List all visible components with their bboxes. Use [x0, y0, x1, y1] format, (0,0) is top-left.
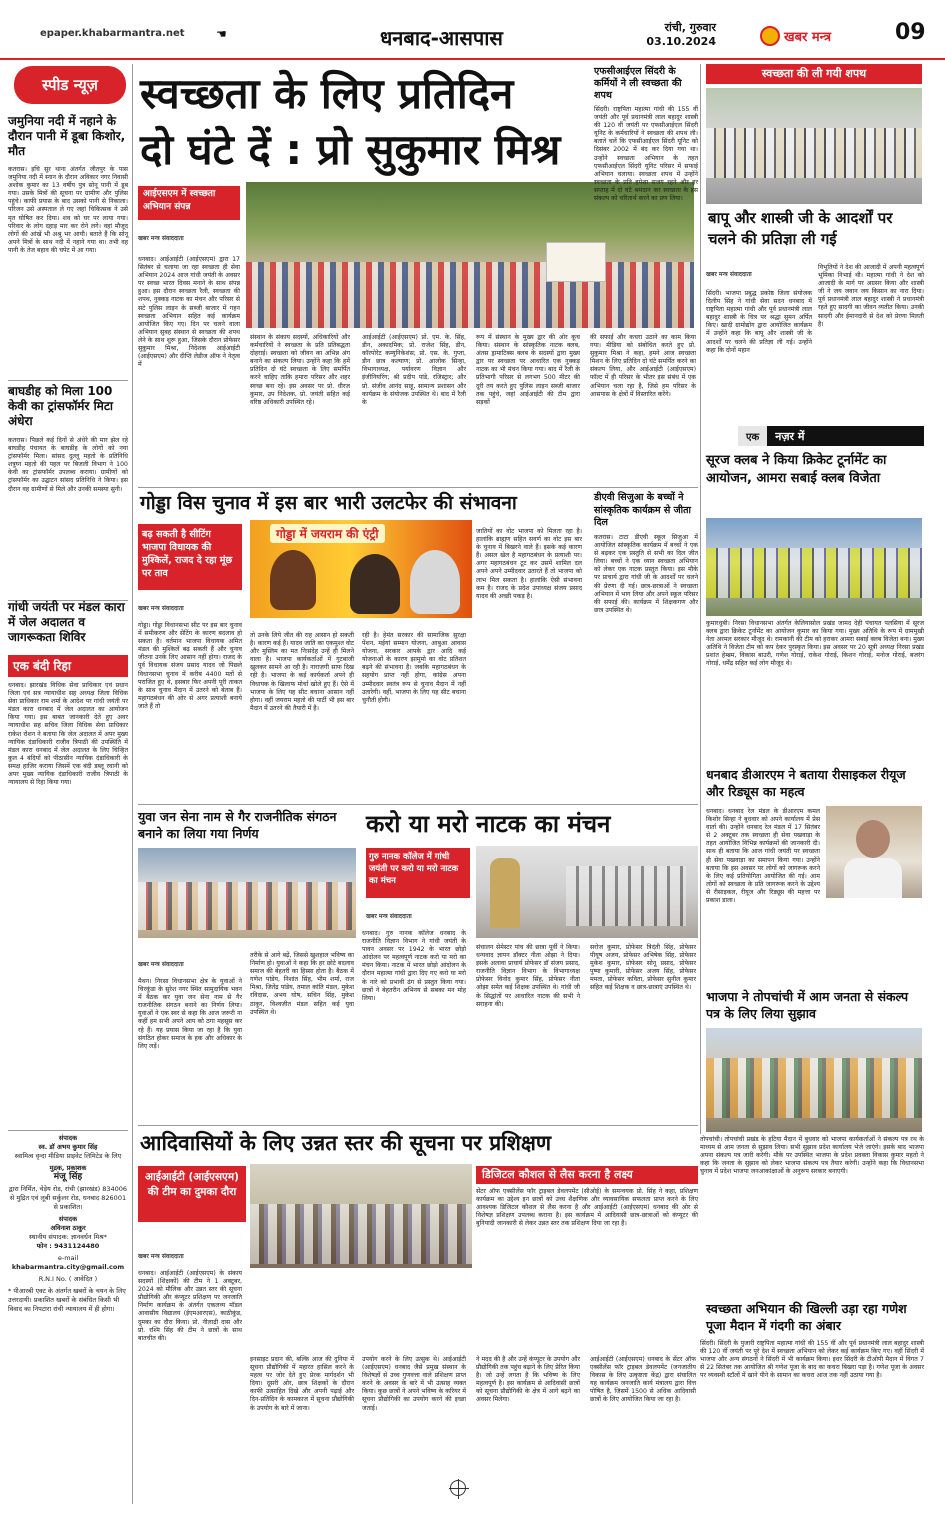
- column-rule: [700, 64, 701, 1134]
- lead-headline: स्वच्छता के लिए प्रतिदिन दो घंटे दें : प्रो सुकुमार मिश्र: [140, 69, 561, 174]
- column-rule: [132, 64, 133, 1504]
- godda-col-3: रही है। हेमंत सरकार की सामाजिक सुरक्षा पेंशन, मईयां सम्मान योजना, आबुआ आवास योजना, सरकार आपके द्वार आदि कई योजनाओं के कारण झामुमो का वोट प्रतिशत बढ़ने की संभावना है। जबकि महागठबंधन के सहयोग प्राप्त नहीं होगा, कांग्रेस अपना उम्मीदवार स्वतंत्र रूप से चुनाव मैदान में नहीं उतारेगी। वहीं, भाजपा के लिए यह सीट बचाना चुनौती होगी।: [362, 632, 466, 704]
- news-headline: गांधी जयंती पर मंडल कारा में जेल अदालत व जागरूकता शिविर: [8, 600, 125, 644]
- bjp-body: तोपचांची। तोपचांची प्रखंड के हटिया मैदान में बुधवार को भाजपा कार्यकर्ताओं ने संकल्प पत्र रथ के माध्यम से आम जनता से सुझाव लिया। सभी सुझाव प्रदेश कार्यालय भेजे जाएंगे। इसके बाद भाजपा अपना संकल्प पत्र जारी करेगी। मौके पर उपस्थित भाजपा के प्रदेश प्रवक्ता विकास कुमार महतो ने कहा कि जनता के सुझाव को लेकर भाजपा संकल्प पत्र तैयार करेगी। उन्होंने कहा कि विधानसभा चुनाव में प्रदेश भाजपा जनआकांक्षाओं के अनुरूप सरकार बनाएगी।: [700, 1136, 924, 1176]
- dav-body: कतरास। टाटा डीएवी स्कूल सिजुआ में आयोजित सांस्कृतिक कार्यक्रम में बच्चों ने एक से बढ़कर एक प्रस्तुति से सभी का दिल जीत लिया। बच्चों ने एक ध्यान स्वच्छता अभियान को लेकर एक नाटक प्रस्तुत किया। इस मौके पर प्राचार्य द्वारा गांधी जी के आदर्शों पर चलने की प्रेरणा दी गई। छात्र-छात्राओं ने स्वच्छता अभियान में भाग लिया और अपने स्कूल परिसर की सफाई की। कार्यक्रम में शिक्षकगण और छात्र उपस्थित थे।: [594, 534, 698, 614]
- godda-col-2: तो उनके लिये जीत की राह आसान हो सकती है। कारण कई हैं। यादव जाति का एकमुश्त वोट और मुस्लिम का मत निःसंदेह उन्हें ही मिलने वाला है। भाजपा कार्यकर्ताओं में गुटबाजी खुलकर सामने आ रही है। नाराजगी साफ दिख रही है। भाजपा के कई कार्यकर्ता अपने ही विधायक के खिलाफ मोर्चा खोले हुए हैं। ऐसे में भाजपा के लिए यह सीट बचाना आसान नहीं होगा। वहीं जयराम महतो की पार्टी भी इस बार मैदान में उतरने की तैयारी में है।: [250, 632, 354, 712]
- natak-photo: [476, 846, 698, 938]
- natak-col-2: संचालन सेमेस्टर पांच की छात्रा पूर्वी ने किया। धन्यवाद ज्ञापन डॉक्टर नीता ओझा ने दिया। इसके अलावा प्राचार्य प्रोफेसर डॉ संजय प्रसाद, राजनीति विज्ञान विभाग के विभागाध्यक्ष प्रोफेसर विनोद कुमार सिंह, प्रोफेसर नीता ओझा समेत कई शिक्षक उपस्थित थे। गांधी जी के सिद्धांतों पर आधारित नाटक की सभी ने सराहना की।: [476, 944, 580, 1008]
- imprint-box: [8, 1134, 128, 1464]
- ek-nazar-label: एक नज़र में: [738, 426, 924, 446]
- adivasi-col-1: धनबाद। आईआईटी (आईएसएम) के संकाय सदस्यों (शिक्षकों) की टीम ने 1 अक्टूबर, 2024 को मौलिक और उन्नत स्तर की सूचना प्रौद्योगिकी और कंप्यूटर प्रशिक्षण पर जनजाति निर्माण कार्यक्रम के अंतर्गत एकलव्य मॉडल आवासीय विद्यालय (ईएमआरएस), काठीकुंड, दुमका का दौरा किया। प्रो. नीलाद्री दास और प्रो. रश्मि सिंह की टीम ने छात्रों के साथ बातचीत की।: [138, 1270, 242, 1342]
- logo-circle-icon: [760, 26, 780, 46]
- drm-headline: धनबाद डीआरएम ने बताया रीसाइकल रीयूज और रिड्यूस का महत्व: [706, 767, 906, 799]
- imprint-publisher: मंजू सिंह: [53, 1172, 83, 1182]
- bjp-photo: [706, 1028, 922, 1132]
- date-block: [636, 21, 716, 49]
- adivasi-col-3: उपयोग करने के लिए उत्सुक थे। आईआईटी (आईएसएम) धनबाद जैसे प्रमुख संस्थान के विशेषज्ञों से उच्च गुणवत्ता वाले प्रशिक्षण प्राप्त करने के अवसर के बारे में भी उत्साह व्यक्त किया। कुछ छात्रों ने अपने भविष्य के करियर में सूचना प्रौद्योगिकी का उपयोग करने की इच्छा जताई।: [362, 1356, 466, 1412]
- adivasi-photo: [250, 1164, 472, 1268]
- natak-headline: करो या मरो नाटक का मंचन: [366, 810, 611, 838]
- ganesh-body: सिंदरी। सिंदरी के पुजारी राष्ट्रपिता महात्मा गांधी की 155 वीं और पूर्व प्रधानमंत्री लाल बहादुर शास्त्री की 120 वीं जयंती पर पूरे देश में स्वच्छता अभियान को लेकर कई कार्यक्रम किए गए। वहीं सिंदरी में भाजपा और अन्य संगठनों ने सिंदरी में भी कार्यक्रम किया। इधर सिंदरी के टीओपी मैदान में विगत 7 से 22 सितंबर तक आयोजित श्री गणेश पूजा के बाद का कचरा बिखरा पड़ा है। गणेश पूजा के अवसर पर व्यवस्थी स्टॉलों में खाने पीने के सामान का कचरा आज तक नहीं उठाया गया है।: [700, 1340, 924, 1380]
- oath-headline: बापू और शास्त्री जी के आदर्शों पर चलने की प्रतिज्ञा ली गई: [708, 209, 893, 248]
- imprint-email-label: e-mail: [57, 1254, 79, 1262]
- imprint-address: द्वारा निर्मित, चेड़ेय रोड, रांची (झारखंड) 834006 से मुद्रित एवं लूबी सर्कुलर रोड, धनबाद 826001 से प्रकाशित।: [8, 1185, 128, 1211]
- oath-banner: स्वच्छता की ली गयी शपथ: [706, 64, 922, 84]
- city-day: रांची, गुरुवार: [664, 21, 716, 34]
- oath-body-1: सिंदरी। भाजपा प्रबुद्ध प्रकोष्ठ जिला संयोजक दिलीप सिंह ने गांधी सेवा सदन धनबाद में राष्ट्रपिता महात्मा गांधी और पूर्व प्रधानमंत्री लाल बहादुर शास्त्री के चित्र पर श्रद्धा सुमन अर्पित किए। खादी ग्रामोद्योग द्वारा आयोजित कार्यक्रम में उन्होंने कहा कि बापू और शास्त्री जी के आदर्शों पर चलने की प्रतिज्ञा ली गई। उन्होंने कहा कि दोनों महान: [706, 290, 812, 354]
- section-title: धनबाद-आसपास: [380, 26, 503, 50]
- oath-body-2: विभूतियों ने देश की आजादी में अपनी महत्वपूर्ण भूमिका निभाई थी। महात्मा गांधी ने देश को आजादी के मार्ग पर अग्रसर किया और शास्त्री जी ने जय जवान जय किसान का नारा दिया। पूर्व प्रधानमंत्री लाल बहादुर शास्त्री ने प्रधानमंत्री रहते हुए सादगी का जीवन व्यतीत किया। उनकी सादगी और ईमानदारी से देश को प्रेरणा मिलती है।: [818, 264, 924, 328]
- fci-headline: एफसीआईएल सिंदरी के कर्मियों ने ली स्वच्छता की शपथ: [594, 66, 682, 101]
- yuva-headline: युवा जन सेना नाम से गैर राजनीतिक संगठन बनाने का लिया गया निर्णय: [138, 809, 337, 841]
- adivasi-headline: आदिवासियों के लिए उन्नत स्तर की सूचना पर प्रशिक्षण: [140, 1131, 552, 1155]
- imprint-owner: स्वामित्व वृन्दा मीडिया प्राइवेट लिमिटेड के लिए: [14, 1152, 122, 1160]
- issue-date: 03.10.2024: [646, 35, 716, 48]
- imprint-editor2: अविनाश ठाकुर: [50, 1224, 86, 1232]
- site-url[interactable]: epaper.khabarmantra.net: [40, 28, 185, 39]
- imprint-rni: R.N.I No. ( आवेदित ): [38, 1275, 98, 1283]
- news-body: कतरास। पिछले कई दिनों से अंधेरे की मार झेल रहे बाघडीह पंचायत के बाघडीह के लोगों को नया ट्रांसफॉर्मर मिला। सांसद दुल्लू महतो के प्रतिनिधि शत्रुघ्न महतो की पहल पर बिजली विभाग ने 100 केवी का ट्रांसफॉर्मर उपलब्ध कराया। ग्रामीणों को ट्रांसफॉर्मर का उद्घाटन सांसद प्रतिनिधि ने किया। इस दौरान वह ग्रामीणों से मिले और उनकी समस्या सुनी।: [8, 437, 128, 493]
- ganesh-headline: स्वच्छता अभियान की खिल्ली उड़ा रहा गणेश पूजा मैदान में गंदगी का अंबार: [706, 1301, 907, 1333]
- cursor-icon: ☚: [216, 27, 227, 41]
- news-body: धनबाद। झारखंड विधिक सेवा प्राधिकार एवं प्रधान जिला एवं सत्र न्यायाधीश सह अध्यक्ष जिला विधिक सेवा प्राधिकार राम शर्मा के आदेश पर गांधी जयंती पर मंडल कारा धनबाद में जेल अदालत का आयोजन किया गया। इस बाबत जानकारी देते हुए अवर न्यायाधीश सह सचिव जिला विधिक सेवा प्राधिकार राकेश रोशन ने बताया कि जेल अदालत में अपर मुख्य न्यायिक दंडाधिकारी राजीव त्रिपाठी की उपस्थिति में मंडल कारा धनबाद में जेल अदालत के लिए चिन्हित कुल 4 बंदियों को पीठासीन न्यायिक दंडाधिकारी के समक्ष हाजिर कराया जिसमें एक बंदी डब्लू रवानी को अपर मुख्य न्यायिक दंडाधिकारी राजीव त्रिपाठी के न्यायालय से रिहा किया गया।: [8, 682, 128, 787]
- dav-headline: डीएवी सिजुआ के बच्चों ने सांस्कृतिक कार्यक्रम से जीता दिल: [594, 492, 692, 528]
- adivasi-tag: डिजिटल कौशल से लैस करना है लक्ष्य: [476, 1166, 698, 1184]
- natak-col-3: सरोज कुमार, प्रोफेसर त्रिदंती सिंह, प्रोफेसर पीयूष अजय, प्रोफेसर अभिषेक सिंह, प्रोफेसर मुकेश कुमार, प्रोफेसर सोनू प्रसाद, प्रोफेसर पुष्पा कुमारी, प्रोफेसर अजय सिंह, प्रोफेसर ममता, प्रोफेसर कविता, प्रोफेसर सुनील कुमार सहित कई शिक्षक व छात्र-छात्राएं उपस्थित थे।: [590, 944, 696, 992]
- adivasi-col-2: इनसाइट प्रदान की, बल्कि आज की दुनिया में सूचना प्रौद्योगिकी में महारत हासिल करने के महत्व पर जोर देते हुए प्रेरक मार्गदर्शन भी दिया। दूसरी ओर, छात्र शिक्षकों के दौरान काफी उत्साहित दिखे और अपनी पढ़ाई और दिन-प्रतिदिन के कामकाज में सूचना प्रौद्योगिकी के उपयोग के बारे में जाना।: [250, 1356, 354, 1412]
- bjp-headline: भाजपा ने तोपचांची में आम जनता से संकल्प पत्र के लिए लिया सुझाव: [706, 989, 909, 1021]
- drm-body: धनबाद। धनबाद रेल मंडल के डीआरएम कमल किशोर सिन्हा ने बुधवार को अपने कार्यालय में प्रेस वार्ता की। उन्होंने धनबाद रेल मंडल में 17 सितंबर से 2 अक्टूबर तक स्वच्छता ही सेवा पखवाड़ा के तहत आयोजित विभिन्न कार्यक्रमों की जानकारी दी। साथ ही बताया कि आज गांधी जयंती पर स्वच्छता ही सेवा पखवाड़ा का समापन किया गया। उन्होंने बताया कि इस अवसर पर लोगों को जागरूक करने के लिए कई प्रतियोगिता आयोजित की गई। आम लोगों को स्वच्छता के प्रति जागरूक करने के उद्देश्य से रीसाइकल, रीयूज और रिड्यूस की महत्ता पर प्रकाश डाला।: [706, 808, 820, 905]
- imprint-email[interactable]: khabarmantra.city@gmail.com: [11, 1263, 125, 1271]
- godda-col-1: गोड्डा। गोड्डा विधानसभा सीट पर इस बार चुनाव में समीकरण और सेटिंग के कारण बदलाव हो सकता है। वर्तमान भाजपा विधायक अमित मंडल की मुश्किलें बढ़ सकती हैं और चुनाव जीतना उनके लिए आसान नहीं होगा। राजद के पूर्व विधायक संजय प्रसाद यादव जो पिछले विधानसभा चुनाव में करीब 4400 मतों से पराजित हुए थे, इसबार फिर अपनी पूरी ताकत के साथ चुनाव मैदान में उतरने को बेताब हैं। महागठबंधन की ओर से अगर प्रत्याशी बनाये जाते हैं तो: [138, 622, 242, 710]
- imprint-editor2-label: संपादक: [58, 1215, 78, 1223]
- oath-photo: [706, 88, 922, 204]
- godda-photo: [250, 520, 472, 618]
- byline: खबर मन्त्र संवाददाता: [138, 235, 184, 242]
- speed-news-logo: स्पीड न्यूज़: [14, 66, 126, 104]
- godda-headline: गोड्डा विस चुनाव में इस बार भारी उलटफेर की संभावना: [140, 492, 517, 514]
- imprint-phone: फोन : 9431124480: [36, 1242, 100, 1250]
- cricket-photo: [706, 518, 922, 616]
- natak-tag: गुरु नानक कॉलेज में गांधी जयंती पर करो या मरो नाटक का मंचन: [366, 848, 470, 898]
- imprint-disclaimer: * पीआरबी एक्ट के अंतर्गत खबरों के चयन के लिए उत्तरदायी। प्रकाशित खबरों के संबंधित किसी भी विवाद का निपटारा रांची न्यायालय में ही होगा।: [8, 1287, 126, 1313]
- fci-cont: की सफाई और कचरा उठाने का काम किया गया। मीडिया को संबोधित करते हुए प्रो. सुकुमार मिश्रा ने कहा, हमने आज स्वच्छता मिशन के लिए प्रतिदिन दो घंटे समर्पित करने का संकल्प लिया, और आईआईटी (आईएसएम) फॉल्ट में ही परिसर के भीतर इस संबंध में एक अभियान चला रहा है, जिसे हम परिसर के आसपास के क्षेत्रों में विस्तारित करेंगे।: [590, 334, 696, 398]
- cricket-body: कुमारधुबी। निरसा विधानसभा अंतर्गत केलियासोल प्रखंड जामद देही पंचायत पलसिया में सूरज क्लब द्वारा क्रिकेट टूर्नामेंट का आयोजन कुमार का किया गया। मुख्य अतिथि के रूप में ग्राममुखी नेता अरमल सरकार मौजूद थे। रामकानी की टीम को हराकर आमरा सबाई क्लब विजेता बना। मुख्य अतिथि ने विजेता टीम को कप देकर पुरस्कृत किया। इस अवसर पर 20 सूत्री अध्यक्ष निरसा प्रखंड प्रशांत हेम्ब्रम, विकास बाउरी, गणेश गोराई, राकेश गोराई, किशन गोराई, मनोज गोराई, बजरंग गोराई, धर्मेंद्र सहित कई लोग मौजूद थे।: [706, 620, 924, 668]
- adivasi-col-5: आईआईटी (आईएसएम) धनबाद के सेंटर ऑफ एक्सीलेंस फॉर ट्राइबल डेवलपमेंट (जनजातीय विकास के लिए उत्कृष्टता केंद्र) द्वारा संचालित यह कार्यक्रम जनजाति कार्य मंत्रालय द्वारा वित्त पोषित है, जिसमें 1500 से अधिक आदिवासी छात्रों के लिए आयोजित किया जा रहा है।: [590, 1356, 696, 1404]
- godda-sub: बढ़ सकती है सीटिंग भाजपा विधायक की मुश्किलें, राजद दे रहा मूंछ पर ताव: [138, 524, 242, 590]
- brand-logo: [760, 24, 890, 48]
- yuva-photo: [138, 848, 356, 938]
- drm-photo: [826, 806, 922, 898]
- registration-mark-icon: [450, 1480, 466, 1496]
- byline: खबर मन्त्र संवाददाता: [138, 961, 184, 968]
- lead-col-4: रूप में संस्थान के मुख्य द्वार की ओर कूच किया। संस्थान के सांस्कृतिक नाटक क्लब, अंतस ड्रामाटिक्स क्लब के सदस्यों द्वारा मुख्य द्वार पर स्वच्छता पर आधारित एक नुक्कड़ नाटक का भी मंचन किया गया। बाद में रैली के प्रतिभागी परिसर से लगभग 500 मीटर की दूरी तय करते हुए पुलिस लाइन सब्जी बाजार तक पहुंचे, जहां आईआईटी की टीम द्वारा सड़कों: [476, 334, 580, 406]
- adivasi-sub: आईआईटी (आईएसएम) की टीम का दुमका दौरा: [138, 1166, 246, 1222]
- lead-col-2: संस्थान के संकाय सदस्यों, अधिकारियों और कर्मचारियों ने स्वच्छता के प्रति प्रतिबद्धता दोहराई। स्वच्छता को जीवन का अभिन्न अंग बनाने का संकल्प लिया। उन्होंने कहा कि हमें प्रतिदिन दो घंटे स्वच्छता के लिए समर्पित करने चाहिए ताकि हमारा परिसर और शहर स्वच्छ बना रहे। इस अवसर पर प्रो. धीरज कुमार, उप निदेशक, प्रो. जयंती सहित कई वरिष्ठ अधिकारी उपस्थित रहे।: [250, 334, 350, 406]
- sub-headline-strip: एक बंदी रिहा: [8, 655, 128, 677]
- imprint-title: संपादक: [58, 1134, 78, 1142]
- godda-photo-caption: गोड्डा में जयराम की एंट्री: [270, 524, 385, 543]
- lead-col-1: धनबाद। आईआईटी (आईएसएम) द्वारा 17 सितंबर से चलाया जा रहा स्वच्छता ही सेवा अभियान 2024 आज गांधी जयंती के अवसर पर स्वच्छ भारत दिवस मनाने के साथ संपन्न हुआ। इस दौरान स्वच्छता रैली, स्वच्छता की शपथ, नुक्कड़ नाटक का मंचन और परिसर से सटे पुलिस लाइन के सब्जी बाजार में गहन स्वच्छता अभियान सहित कई कार्यक्रम आयोजित किए गए। दिन पर चलने वाला अभियान सुबह संस्थान से स्वच्छता की शपथ लेने के साथ शुरू हुआ, जिसके दौरान प्रोफेसर सुकुमार मिश्रा, निदेशक आईआईटी (आईएसएम) और दीप्ति लेडीज ऑफ ने नेतृत्व में: [138, 256, 240, 369]
- imprint-resident-editor: स्थानीय संपादक: ज्ञानवर्धन मिश्र*: [29, 1233, 107, 1241]
- adivasi-tag-body: सेंटर ऑफ एक्सीलेंस फॉर ट्राइबल डेवलपमेंट (सीओई) के समन्वयक प्रो. सिंह ने कहा, प्रशिक्षण कार्यक्रम का उद्देश्य इन छात्रों को उच्च शैक्षणिक और व्यावसायिक सफलता प्राप्त करने के लिए आवश्यक डिजिटल कौशल से लैस करना है और आईआईटी (आईएसएम) धनबाद की ओर से विशेषज्ञ प्रशिक्षण उपलब्ध कराना है। इस कार्यक्रम में आदिवासी छात्र-छात्राओं को कंप्यूटर की बुनियादी जानकारी से लेकर उन्नत स्तर तक प्रशिक्षण दिया जा रहा है।: [476, 1188, 698, 1228]
- page-number: 09: [895, 20, 926, 45]
- godda-col-4: जातियों का वोट भाजपा को मिलता रहा है। हालांकि ब्राह्मण सहित सवर्ण का वोट इस बार के चुनाव में बिखरने वाले हैं। इसके कई कारण हैं। असल खेल है महागठबंधन के प्रत्याशी पर। अगर महागठबंधन टूट कर उसमें शामिल दल अपने अपने उम्मीदवार उतारते हैं तो भाजपा को लाभ मिल सकता है। हालांकि ऐसी संभावना कम है। राजद के प्रदेश उपाध्यक्ष संजय प्रसाद यादव की अच्छी पकड़ है।: [476, 528, 582, 600]
- natak-col-1: धनबाद। गुरु नानक कॉलेज धनबाद के राजनीति विज्ञान विभाग ने गांधी जयंती के पावन अवसर पर 1942 के भारत छोड़ो आंदोलन पर महत्वपूर्ण नाटक करो या मरो का मंचन किया। नाटक में भारत छोड़ो आंदोलन के दौरान महात्मा गांधी द्वारा दिए गए करो या मरो के नारे को प्रभावी ढंग से प्रस्तुत किया गया। छात्रों ने बेहतरीन अभिनय से सबका मन मोह लिया।: [362, 930, 466, 1002]
- yuva-col-2: तरीके से आगे बढ़ें, जिससे खुशहाल भविष्य का निर्माण हो। युवाओं ने कहा कि हर छोटे बदलाव समाज की बेहतरी का हिस्सा होता है। बैठक में गणेश पांडेय, निशांत सिंह, भीम शर्मा, राज मिश्रा, जितेंद्र पांडेय, तमाल कांति मंडल, मुकेश रविदास, अभय घोष, सचिन सिंह, मुकेश ठाकुर, विश्वजीत मंडल सहित कई युवा उपस्थित थे।: [250, 952, 354, 1016]
- news-headline: जमुनिया नदी में नहाने के दौरान पानी में डूबा किशोर, मौत: [8, 114, 126, 158]
- lead-tag: आईएसएम में स्वच्छता अभियान संपन्न: [138, 186, 240, 220]
- byline: खबर मन्त्र संवाददाता: [138, 1253, 184, 1260]
- yuva-col-1: मैथन। निरसा विधानसभा क्षेत्र के युवाओं ने चिरकुंडा के सुरेश नगर स्थित सामुदायिक भवन में बैठक कर युवा जन सेना नाम से गैर राजनीतिक संगठन बनाने का निर्णय लिया। युवाओं ने एक स्वर से कहा कि आज जरूरी ना कहीं हम सभी अपने आप को ठगा महसूस कर रहे हैं। यह प्रयास किया जा रहा है कि युवा संगठित होकर समाज के हक और अधिकार के लिए लड़ें।: [138, 978, 242, 1050]
- cricket-headline: सूरज क्लब ने किया क्रिकेट टूर्नामेंट का आयोजन, आमरा सबाई क्लब विजेता: [706, 453, 887, 486]
- byline: खबर मन्त्र संवाददाता: [706, 271, 752, 278]
- brand-name: खबर मन्त्र: [784, 30, 832, 45]
- fci-body: सिंदरी। राष्ट्रपिता महात्मा गांधी की 155 वीं जयंती और पूर्व प्रधानमंत्री लाल बहादुर शास्त्री की 120 वीं जयंती पर एफसीआईएल सिंदरी यूनिट के कर्मचारियों ने स्वच्छता की शपथ ली। बताते चलें कि एफसीआईएल सिंदरी यूनिट को दिसंबर 2002 में बंद कर दिया गया था। उन्होंने स्वच्छता अभियान के तहत एफसीआईएल सिंदरी यूनिट परिसर में सफाई अभियान चलाया। स्वच्छता शपथ में उन्होंने स्वच्छता के प्रति हमेशा सजग रहने और हर सप्ताह में दो घंटे श्रमदान कर स्वच्छता के इस संकल्प को चरितार्थ करने का प्रण लिया।: [594, 106, 698, 203]
- news-body: कतरास। इचि सुर थाना अंतर्गत जीतपुर के पास जमुनिया नदी में स्नान के दौरान अविकार नगर निवासी अशोक कुमार का 13 वर्षीय पुत्र सोनू पानी में डूब गया। उसके मित्रों की सूचना पर ग्रामीण और पुलिस पहुंचे। काफी प्रयास के बाद उसको पानी से निकाला। परिजन उसे अस्पताल ले गए जहां चिकित्सक ने उसे मृत घोषित कर दिया। शव को घर पर लाया गया। परिवार के लोग दहाड़ मार कर रोने लगे। वहां मौजूद लोगों की आंखें भी अश्रु भर आयी। बताते हैं कि सोनू अपने मित्रों के साथ नदी में नहाने गया था। तभी वह पानी के तेज बहाव की चपेट में आ गया।: [8, 166, 128, 254]
- byline: खबर मन्त्र संवाददाता: [138, 605, 184, 612]
- news-headline: बाघडीह को मिला 100 केवी का ट्रांसफॉर्मर मिटा अंधेरा: [8, 384, 114, 428]
- imprint-publisher-label: मुद्रक, प्रकाशक: [49, 1164, 87, 1172]
- lead-col-3: आईआईटी (आईएसएम) प्रो. एम. के. सिंह, डीन, अकादमिक; प्रो. राजेश सिंह, डीन, कॉरपोरेट कम्युनिकेशंस; प्रो. एस. के. गुप्ता, डीन छात्र कल्याण; प्रो. आलोक सिन्हा, विभागाध्यक्ष, पर्यावरण विज्ञान और इंजीनियरिंग; श्री प्रदीप पांडे, रजिस्ट्रार; और प्रो. संजीव आनंद साहू, सामान्य प्रशासन और कार्यक्रम के संयोजक उपस्थित थे। बाद में रैली के: [362, 334, 466, 406]
- byline: खबर मन्त्र संवाददाता: [366, 913, 412, 920]
- imprint-editor: स्व. डॉ अभय कुमार सिंह: [38, 1143, 98, 1151]
- adivasi-col-4: ने मदद की है और उन्हें कंप्यूटर के उपयोग और प्रौद्योगिकी तक पहुंच बढ़ाने के लिए प्रेरित किया है। जो उन्हें लगता है कि भविष्य के लिए महत्वपूर्ण है। इस कार्यक्रम से आदिवासी छात्रों को सूचना प्रौद्योगिकी के क्षेत्र में आगे बढ़ने का अवसर मिलेगा।: [476, 1356, 580, 1404]
